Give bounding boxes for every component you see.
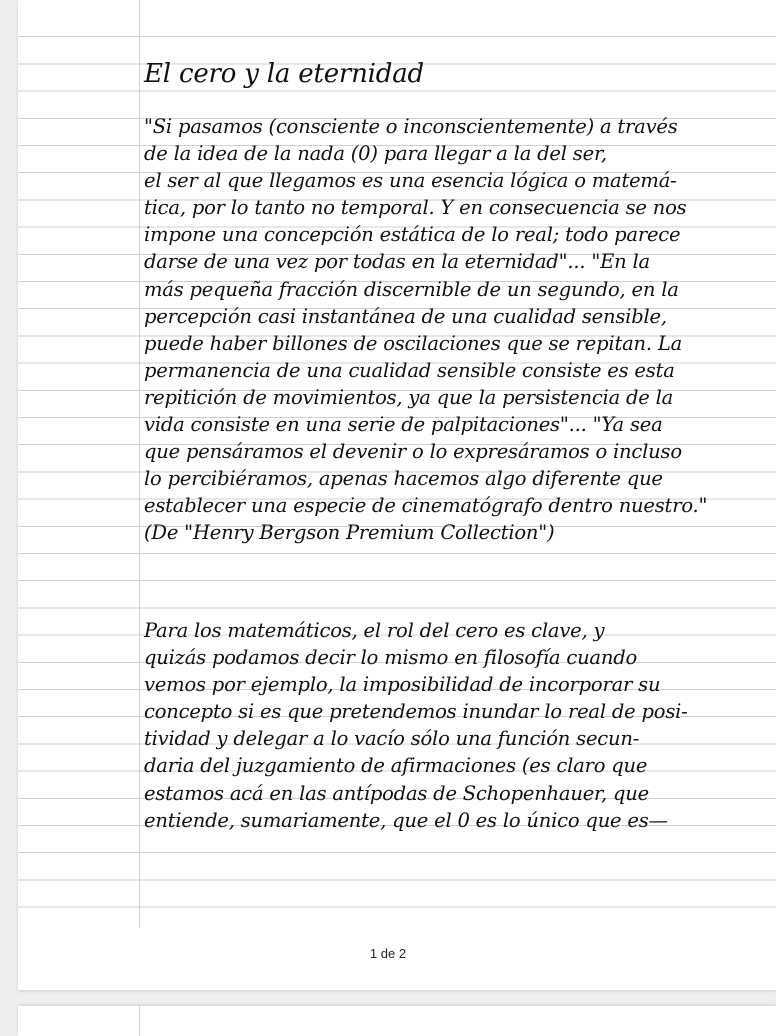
citation-line: (De "Henry Bergson Premium Collection") [144,521,555,545]
paragraph-line: que pensáramos el devenir o lo expresáramos o incluso [144,440,682,464]
paragraph-line: puede haber billones de oscilaciones que se repitan. La [144,331,683,355]
paragraph-line: repitición de movimientos, ya que la persistencia de la [144,385,674,409]
paragraph-line: percepción casi instantánea de una cualidad sensible, [144,304,667,328]
document-title [144,56,754,89]
paragraph-line: darse de una vez por todas en la eternidad"... "En la [144,250,650,274]
paragraph-line: vemos por ejemplo, la imposibilidad de incorporar su [144,673,661,697]
paragraph-line: quizás podamos decir lo mismo en filosofía cuando [144,646,638,670]
paragraph-line: daria del juzgamiento de afirmaciones (es claro que [144,754,648,778]
paragraph-line: establecer una especie de cinematógrafo dentro nuestro." [144,494,708,518]
paragraph-line: concepto si es que pretendemos inundar lo real de posi- [144,700,688,724]
paragraph-line: vida consiste en una serie de palpitaciones"... "Ya sea [144,413,663,437]
paragraph-line: el ser al que llegamos es una esencia lógica o matemá- [144,169,677,193]
commentary-paragraph [144,617,754,834]
paragraph-line: de la idea de la nada (0) para llegar a la del ser, [144,142,607,166]
paragraph-line: permanencia de una cualidad sensible consiste es esta [144,358,675,382]
paragraph-line: lo percibiéramos, apenas hacemos algo diferente que [144,467,663,491]
paragraph-line: estamos acá en las antípodas de Schopenhauer, que [144,781,649,805]
margin-rule [139,0,140,928]
margin-rule [139,1006,140,1036]
page-number: 1 de 2 [369,946,407,961]
paragraph-line: Para los matemáticos, el rol del cero es clave, y [144,619,605,642]
paragraph-line: tica, por lo tanto no temporal. Y en consecuencia se nos [144,196,687,220]
paragraph-line: tividad y delegar a lo vacío sólo una función secun- [144,727,640,751]
paragraph-line: más pequeña fracción discernible de un segundo, en la [144,277,679,301]
title-text: El cero y la eternidad [144,59,424,89]
paragraph-line: "Si pasamos (consciente o inconscientemente) a través [144,115,678,138]
quote-paragraph [144,113,754,547]
next-page-sheet[interactable] [18,1006,776,1036]
paragraph-line: impone una concepción estática de lo real; todo parece [144,223,681,247]
paragraph-line: entiende, sumariamente, que el 0 es lo único que es— [144,808,668,832]
